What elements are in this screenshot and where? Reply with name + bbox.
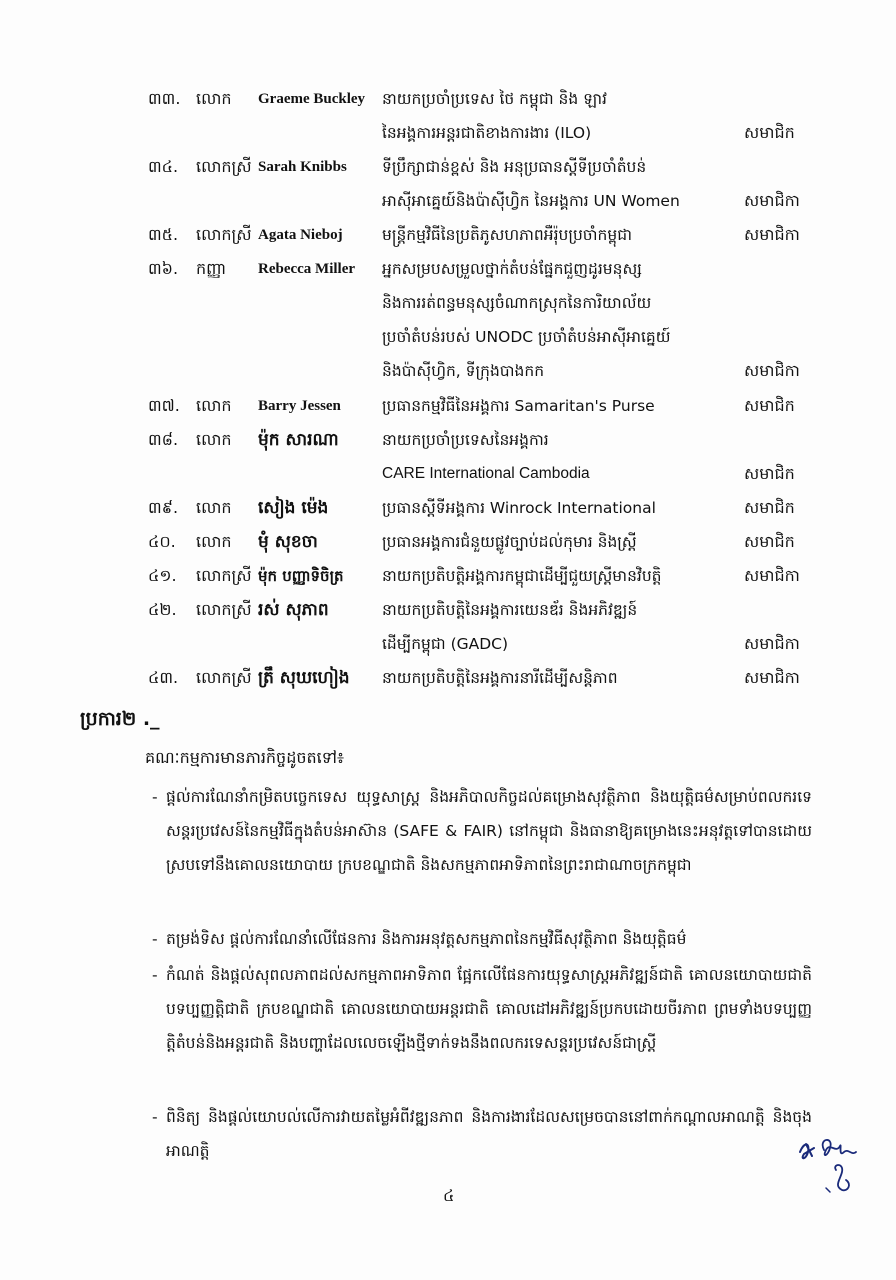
member-row	[0, 595, 896, 625]
bullet-dash: -	[152, 1108, 158, 1126]
member-status: សមាជិកា	[744, 361, 800, 380]
article-bullet	[152, 922, 812, 956]
member-row-continuation	[0, 186, 896, 216]
member-row	[0, 220, 896, 250]
handwritten-initials	[796, 1130, 872, 1202]
member-number: ៤២.	[148, 600, 177, 619]
member-status: សមាជិកា	[744, 191, 800, 210]
article-intro: គណៈកម្មការមានភារកិច្ចដូចតទៅ៖	[145, 748, 345, 767]
member-row-continuation	[0, 356, 896, 386]
member-number: ៤០.	[148, 532, 176, 551]
member-role: អាស៊ីអាគ្នេយ៍និងប៉ាស៊ីហ្វិក នៃអង្គការ UN Women	[382, 192, 680, 210]
member-title: លោក	[196, 498, 232, 517]
member-status: សមាជិក	[744, 396, 795, 415]
article-heading: ប្រការ២ ._	[80, 708, 160, 730]
member-role: ទីប្រឹក្សាជាន់ខ្ពស់ និង អនុប្រធានស្ដីទីប្រចាំតំបន់	[382, 158, 647, 176]
member-role: និងប៉ាស៊ីហ្វិក, ទីក្រុងបាងកក	[382, 362, 545, 380]
member-name: Agata Nieboj	[258, 227, 343, 243]
member-role: នាយកប្រចាំប្រទេស ថៃ កម្ពុជា និង ឡាវ	[382, 90, 607, 108]
member-row-continuation	[0, 322, 896, 352]
member-number: ៣៥.	[148, 225, 179, 244]
member-role: មន្ត្រីកម្មវិធីនៃប្រតិភូសហភាពអឺរ៉ុបប្រចាំកម្ពុជា	[382, 226, 632, 244]
member-status: សមាជិកា	[744, 566, 800, 585]
page-number: ៤	[443, 1186, 455, 1205]
member-row-continuation	[0, 629, 896, 659]
member-row	[0, 254, 896, 284]
member-name: Rebecca Miller	[258, 261, 356, 277]
bullet-dash: -	[152, 966, 158, 984]
member-row	[0, 152, 896, 182]
member-status: សមាជិក	[744, 123, 795, 142]
member-name: សៀង ម៉េង	[258, 498, 329, 518]
bullet-text: ពិនិត្យ និងផ្ដល់យោបល់លើការវាយតម្លៃអំពីវឌ្ឍនភាព និងការងារដែលសម្រេចបាននៅពាក់កណ្ដាលអាណត្តិ និងចុងអាណត្តិ	[166, 1108, 812, 1160]
member-title: លោក	[196, 89, 232, 108]
article-bullet	[152, 780, 812, 882]
member-row	[0, 493, 896, 523]
member-role: ប្រធានអង្គការជំនួយផ្លូវច្បាប់ដល់កុមារ និងស្ត្រី	[382, 533, 637, 551]
member-number: ៣៣.	[148, 89, 181, 108]
member-number: ៣៧.	[148, 396, 180, 415]
member-title: លោក	[196, 532, 232, 551]
member-role: និងការរត់ពន្ធមនុស្សចំណាកស្រុកនៃការិយាល័យ	[382, 294, 652, 312]
member-status: សមាជិក	[744, 532, 795, 551]
member-status: សមាជិកា	[744, 225, 800, 244]
member-status: សមាជិក	[744, 464, 795, 483]
member-status: សមាជិកា	[744, 634, 800, 653]
member-title: លោក	[196, 396, 232, 415]
bullet-text: តម្រង់ទិស ផ្ដល់ការណែនាំលើផែនការ និងការអនុវត្តសកម្មភាពនៃកម្មវិធីសុវត្ថិភាព និងយុត្តិធម៌	[166, 930, 687, 948]
article-bullet	[152, 958, 812, 1060]
member-role: ដើម្បីកម្ពុជា (GADC)	[382, 635, 509, 653]
member-title: លោកស្រី	[196, 225, 252, 244]
bullet-dash: -	[152, 788, 158, 806]
member-row	[0, 663, 896, 693]
member-name: រស់ សុភាព	[258, 600, 329, 620]
member-name: Sarah Knibbs	[258, 159, 347, 175]
member-name: មុំ សុខចា	[258, 532, 318, 552]
member-title: លោកស្រី	[196, 157, 252, 176]
member-number: ៣៩.	[148, 498, 179, 517]
bullet-dash: -	[152, 930, 158, 948]
member-role: អ្នកសម្របសម្រួលថ្នាក់តំបន់ផ្នែកជួញដូរមនុស្ស	[382, 260, 642, 278]
member-title: លោក	[196, 430, 232, 449]
member-row	[0, 391, 896, 421]
member-role: នៃអង្គការអន្តរជាតិខាងការងារ (ILO)	[382, 124, 592, 142]
member-role: ប្រធានកម្មវិធីនៃអង្គការ Samaritan's Purse	[382, 397, 655, 415]
member-number: ៣៦.	[148, 259, 179, 278]
member-role: ប្រចាំតំបន់របស់ UNODC ប្រចាំតំបន់អាស៊ីអាគ្នេយ៍	[382, 328, 671, 346]
member-role: នាយកប្រចាំប្រទេសនៃអង្គការ	[382, 431, 549, 449]
member-role: នាយកប្រតិបត្តិនៃអង្គការយេនឌ័រ និងអភិវឌ្ឍន៍	[382, 601, 638, 619]
member-role: នាយកប្រតិបត្តិអង្គការកម្ពុជាដើម្បីជួយស្ត្រីមានវិបត្តិ	[382, 567, 662, 585]
member-title: លោកស្រី	[196, 600, 252, 619]
member-row-continuation	[0, 288, 896, 318]
member-row-continuation	[0, 118, 896, 148]
member-status: សមាជិក	[744, 498, 795, 517]
member-name: ម៉ុក សារណា	[258, 430, 339, 450]
member-row	[0, 527, 896, 557]
member-name: Barry Jessen	[258, 398, 341, 414]
member-status: សមាជិកា	[744, 668, 800, 687]
member-number: ៤១.	[148, 566, 177, 585]
member-name: ត្រឹ សុឃហៀង	[258, 668, 350, 688]
member-name: ម៉ុក បញ្ញាទិចិត្រ	[258, 567, 344, 585]
member-role: ប្រធានស្ដីទីអង្គការ Winrock International	[382, 499, 656, 517]
member-number: ៣៤.	[148, 157, 179, 176]
bullet-text: ផ្ដល់ការណែនាំកម្រិតបច្ចេកទេស យុទ្ធសាស្ត្រ និងអភិបាលកិច្ចដល់គម្រោងសុវត្ថិភាព និងយុត្តិធម៌សម្រាប់ពលករទេសន្តរប្រវេសន៍នៃកម្មវិធីក្នុងតំបន់អាស៊ាន (SAFE & FAIR) នៅកម្ពុជា និងធានាឱ្យគម្រោងនេះអនុវត្តទៅបានដោយស្របទៅនឹងគោលនយោបាយ ក្របខណ្ឌជាតិ និងសកម្មភាពអាទិភាពនៃព្រះរាជាណាចក្រកម្ពុជា	[166, 788, 812, 874]
member-number: ៣៨.	[148, 430, 179, 449]
member-title: លោកស្រី	[196, 668, 252, 687]
member-row-continuation	[0, 459, 896, 489]
member-row	[0, 425, 896, 455]
member-role: CARE International Cambodia	[382, 465, 590, 482]
member-number: ៤៣.	[148, 668, 179, 687]
member-role: នាយកប្រតិបត្តិនៃអង្គការនារីដើម្បីសន្តិភាព	[382, 669, 618, 687]
bullet-text: កំណត់ និងផ្ដល់សុពលភាពដល់សកម្មភាពអាទិភាព ផ្អែកលើផែនការយុទ្ធសាស្ត្រអភិវឌ្ឍន៍ជាតិ គោលនយោបាយជាតិ បទប្បញ្ញត្តិជាតិ ក្របខណ្ឌជាតិ គោលនយោបាយអន្តរជាតិ គោលដៅអភិវឌ្ឍន៍ប្រកបដោយចីរភាព ព្រមទាំងបទប្បញ្ញត្តិតំបន់និងអន្តរជាតិ និងបញ្ហាដែលលេចឡើងថ្មីទាក់ទងនឹងពលករទេសន្តរប្រវេសន៍ជាស្ត្រី	[166, 966, 812, 1052]
member-title: លោកស្រី	[196, 566, 252, 585]
article-bullet	[152, 1100, 812, 1168]
member-name: Graeme Buckley	[258, 91, 366, 107]
member-row	[0, 561, 896, 591]
member-title: កញ្ញា	[196, 259, 227, 278]
member-row	[0, 84, 896, 114]
